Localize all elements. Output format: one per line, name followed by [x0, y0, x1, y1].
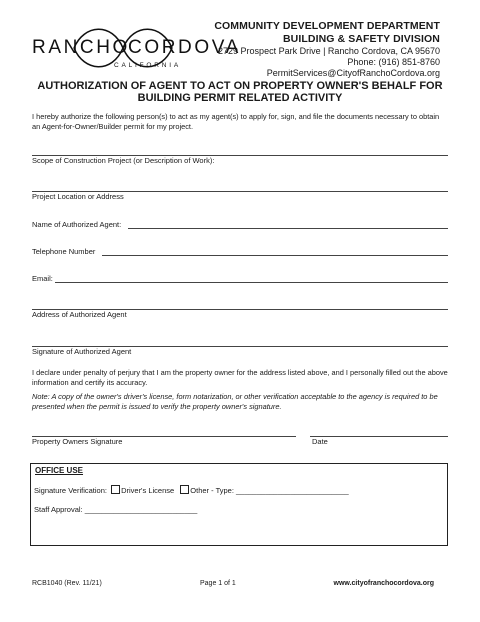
- other-type-checkbox[interactable]: [180, 485, 189, 494]
- other-type-label: Other - Type: ___________________________: [190, 486, 349, 495]
- department-email: PermitServices@CityofRanchoCordova.org: [266, 68, 440, 78]
- drivers-license-label: Driver's License: [121, 486, 175, 495]
- location-label: Project Location or Address: [32, 192, 124, 201]
- division-name: BUILDING & SAFETY DIVISION: [282, 33, 440, 45]
- form-title-line-1: AUTHORIZATION OF AGENT TO ACT ON PROPERTY OWNER'S BEHALF FOR: [37, 80, 443, 92]
- declaration-paragraph: I declare under penalty of perjury that I am the property owner for the address listed above, and I personally filled out the above information and certify its accuracy.: [32, 368, 448, 387]
- signature-verification-row: [34, 485, 349, 495]
- rancho-cordova-logo: [32, 20, 241, 76]
- note-paragraph: [32, 392, 448, 412]
- office-use-title: OFFICE USE: [35, 466, 84, 475]
- signature-verification-label: Signature Verification:: [34, 486, 107, 495]
- email-line[interactable]: [55, 282, 448, 283]
- agent-name-line[interactable]: [128, 228, 448, 229]
- department-address: 2729 Prospect Park Drive | Rancho Cordova, CA 95670: [218, 46, 440, 56]
- logo-subtitle: CALIFORNIA: [114, 62, 182, 69]
- form-title-line-2: BUILDING PERMIT RELATED ACTIVITY: [137, 92, 343, 104]
- drivers-license-checkbox[interactable]: [111, 485, 120, 494]
- form-title: [0, 80, 480, 104]
- form-code: RCB1040 (Rev. 11/21): [32, 580, 102, 587]
- department-phone: Phone: (916) 851-8760: [347, 57, 440, 67]
- office-use-box: [30, 463, 448, 546]
- scope-label: Scope of Construction Project (or Description of Work):: [32, 156, 215, 165]
- date-label: Date: [312, 437, 328, 446]
- agent-address-label: Address of Authorized Agent: [32, 310, 127, 319]
- department-header: [214, 20, 440, 79]
- note-text-part-1: Note: A copy of the owner's driver's license, form notarization, or other verification acceptable to the agency is required to be presented when the permit is issued: [32, 392, 438, 411]
- staff-approval-label: Staff Approval: ___________________________: [34, 505, 198, 514]
- intro-paragraph: I hereby authorize the following person(s) to act as my agent(s) to apply for, sign, and file the documents necessary to obtain an Agent-for-Owner/Builder permit for my project.: [32, 112, 440, 131]
- website-link[interactable]: www.cityofranchocordova.org: [333, 580, 434, 587]
- agent-signature-label: Signature of Authorized Agent: [32, 347, 132, 356]
- note-text-part-2: to verify the property owner's signature.: [152, 402, 282, 411]
- telephone-label: Telephone Number: [32, 247, 96, 256]
- page-number: Page 1 of 1: [200, 580, 236, 587]
- email-label: Email:: [32, 274, 53, 283]
- department-name: COMMUNITY DEVELOPMENT DEPARTMENT: [214, 20, 440, 32]
- agent-name-label: Name of Authorized Agent:: [32, 220, 122, 229]
- date-line[interactable]: [310, 436, 448, 437]
- logo-word-cordova: CORDOVA: [128, 37, 241, 58]
- owner-signature-label: Property Owners Signature: [32, 437, 123, 446]
- telephone-line[interactable]: [102, 255, 448, 256]
- logo-word-rancho: RANCHO: [32, 37, 130, 58]
